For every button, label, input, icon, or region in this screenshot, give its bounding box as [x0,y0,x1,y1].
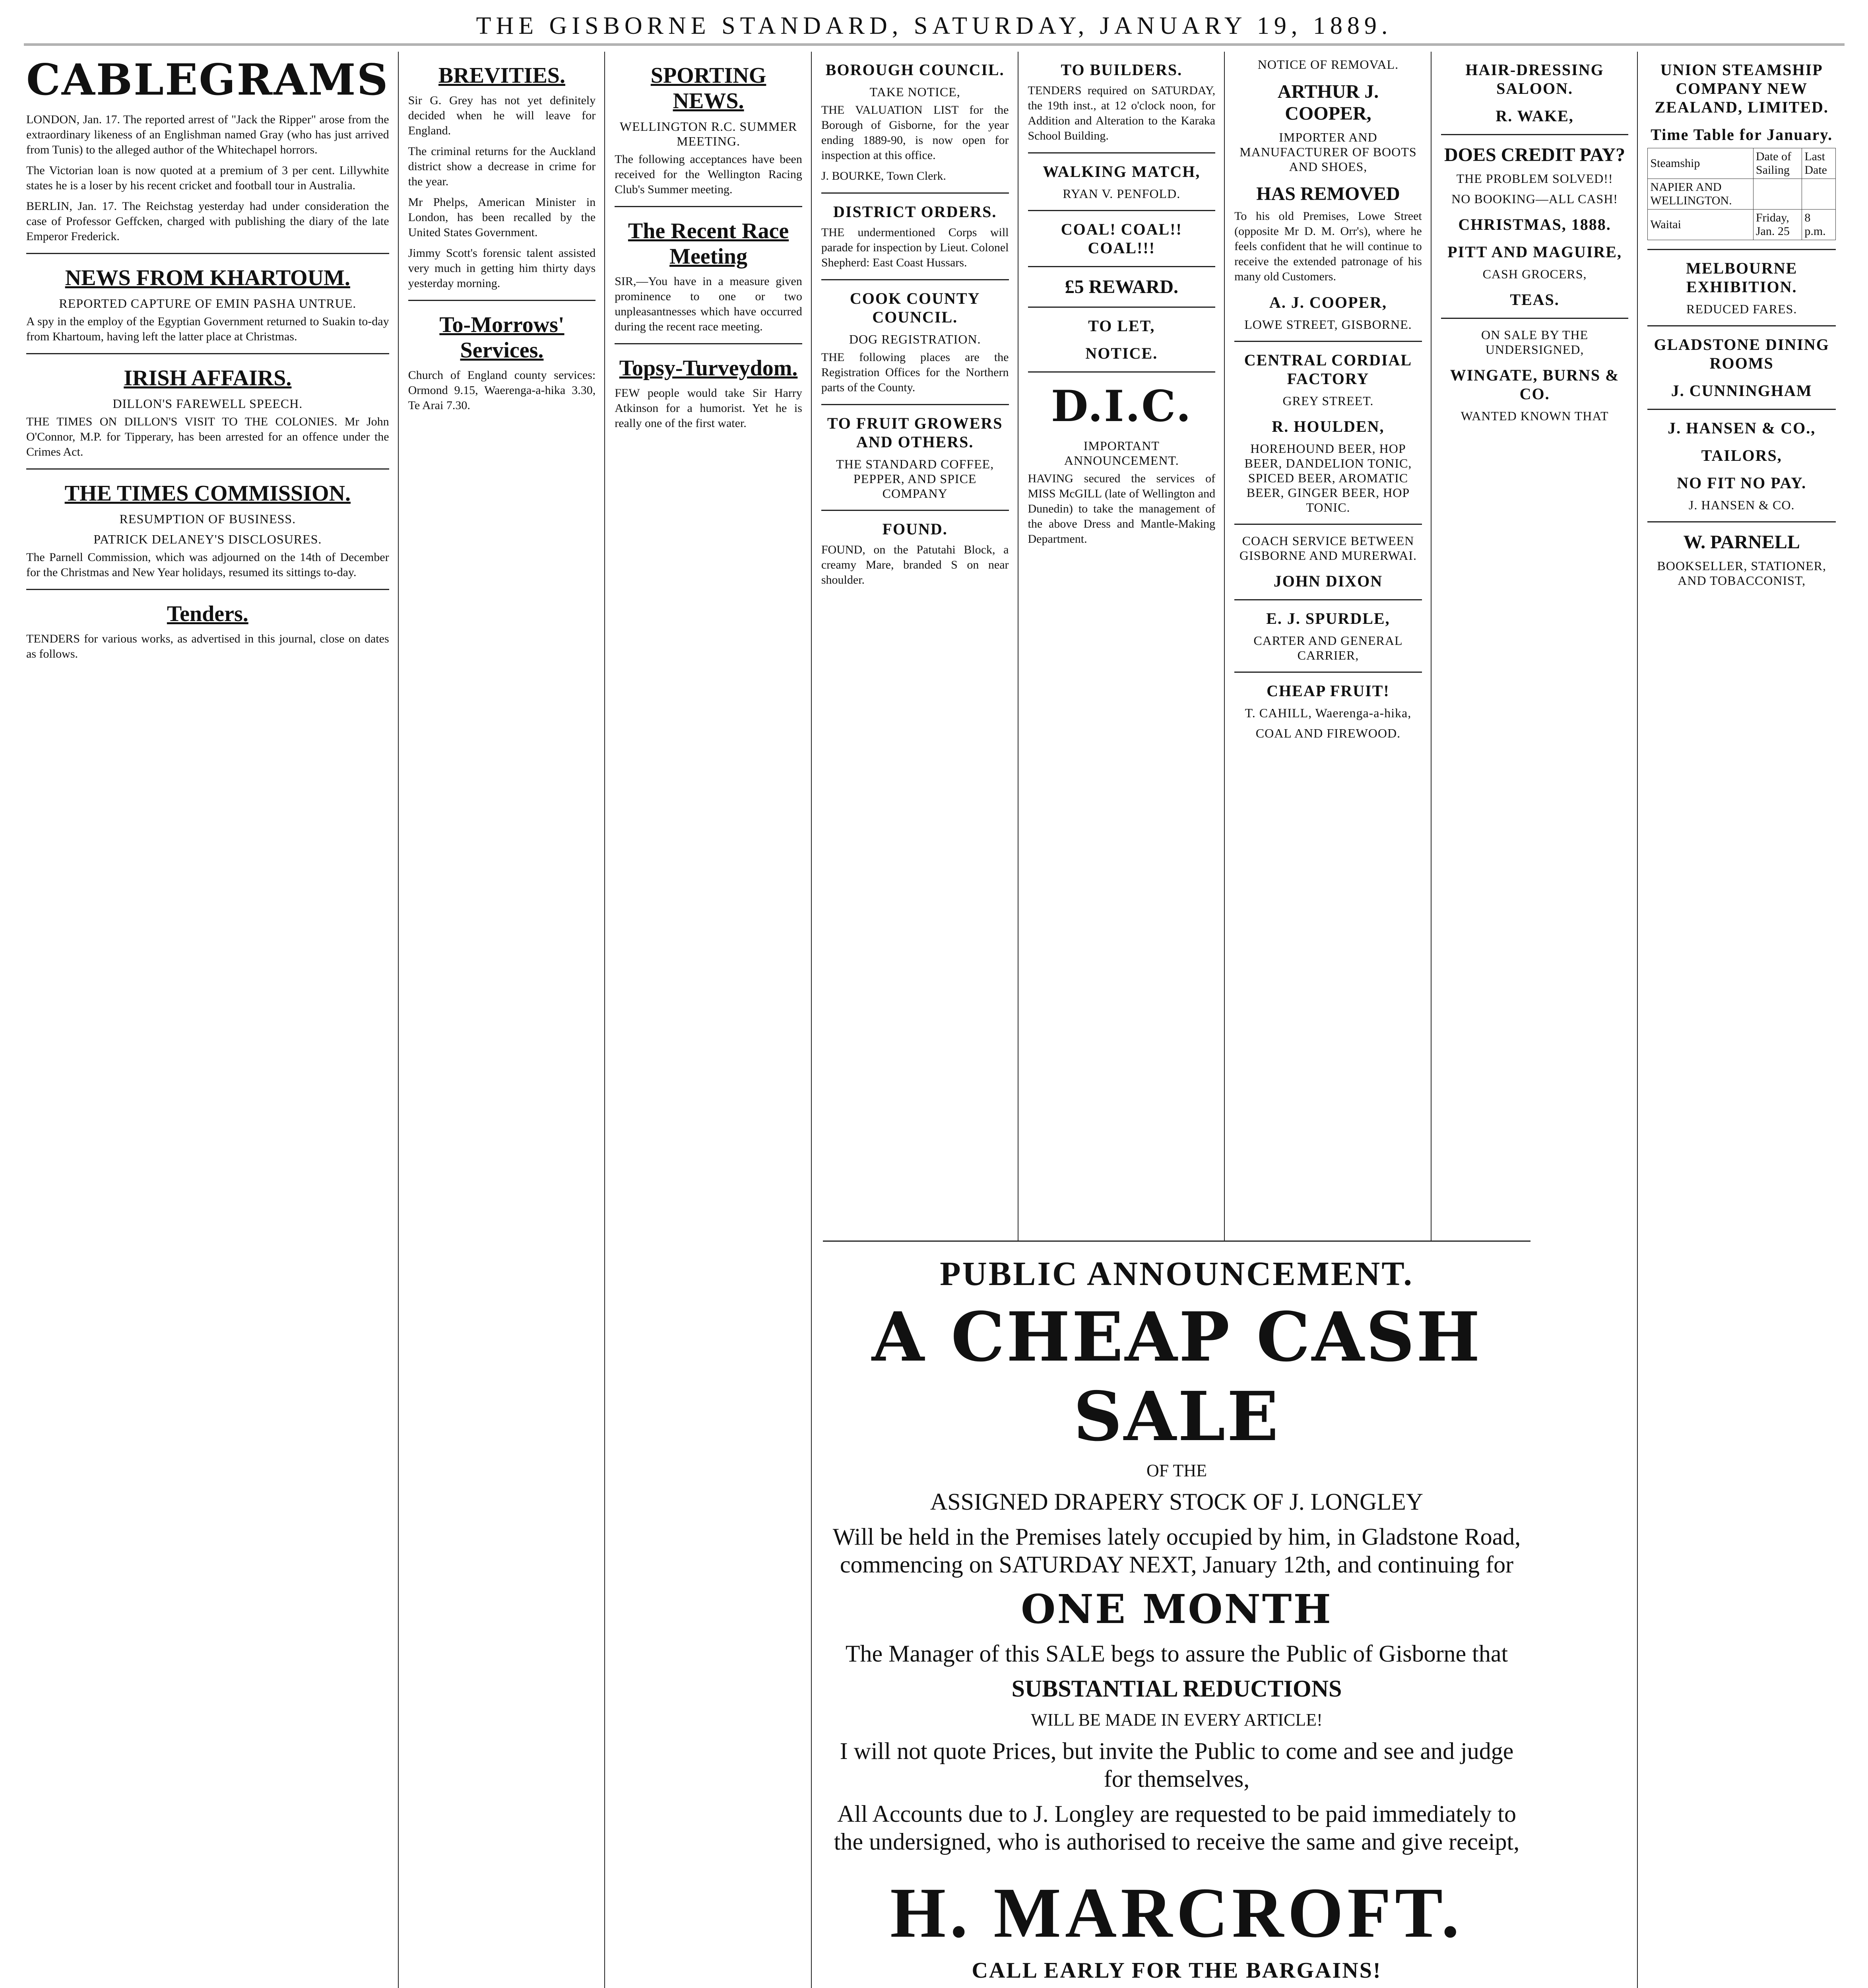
divider [1234,524,1422,525]
tailors-sub: TAILORS, [1701,447,1782,464]
walking-sub: RYAN V. PENFOLD. [1063,186,1181,201]
hansen-sign: J. HANSEN & CO. [1688,498,1795,512]
divider [1028,371,1216,373]
removal-top: NOTICE OF REMOVAL. [1257,57,1399,72]
khartoum-paragraph: A spy in the employ of the Egyptian Government returned to Suakin to-day from Khartoum, having left the latter place at Christmas. [26,315,389,343]
notice-heading: NOTICE. [1085,344,1158,362]
divider [1234,341,1422,342]
divider [1647,325,1836,326]
cooper-name: ARTHUR J. COOPER, [1277,81,1379,124]
divider [821,404,1009,405]
timetable-heading: Time Table for January. [1651,126,1833,144]
brevity-paragraph: The criminal returns for the Auckland district show a decrease in crime for the year. [408,145,596,188]
dixon-heading: JOHN DIXON [1273,572,1383,590]
table-cell: Friday, Jan. 25 [1753,210,1802,240]
reductions-heading: SUBSTANTIAL REDUCTIONS [1011,1675,1342,1702]
builders-paragraph: TENDERS required on SATURDAY, the 19th inst., at 12 o'clock noon, for Addition and Alteration to the Karaka School Building. [1028,84,1216,142]
cable-paragraph: BERLIN, Jan. 17. The Reichstag yesterday had under consideration the case of Professor Geffcken, charged with publishing the diary of the late Emperor Frederick. [26,200,389,243]
melbourne-heading: MELBOURNE EXHIBITION. [1686,259,1798,296]
of-the-text: OF THE [1146,1461,1207,1480]
divider [26,253,389,254]
public-announcement [823,1241,1530,1988]
parnell-heading: W. PARNELL [1683,532,1800,553]
column-3 [612,52,812,1988]
manager-text: The Manager of this SALE begs to assure the Public of Gisborne that [845,1640,1508,1667]
bargains-footer: CALL EARLY FOR THE BARGAINS! [972,1958,1382,1983]
walking-heading: WALKING MATCH, [1043,163,1201,181]
cable-paragraph: LONDON, Jan. 17. The reported arrest of "Jack the Ripper" arose from the extraordinary likeness of an Englishman named Gray (who has just arrived from Tunis) to the alleged author of the Whitechapel horrors. [26,113,389,156]
khartoum-sub: REPORTED CAPTURE OF EMIN PASHA UNTRUE. [59,296,357,311]
divider [1028,307,1216,308]
brevity-paragraph: Sir G. Grey has not yet definitely decided when he will leave for England. [408,94,596,137]
houlden-heading: R. HOULDEN, [1272,417,1385,435]
cheap-fruit-heading: CHEAP FRUIT! [1267,682,1390,700]
divider [1234,599,1422,600]
fruit-heading: TO FRUIT GROWERS AND OTHERS. [827,414,1003,451]
removed-paragraph: To his old Premises, Lowe Street (opposite Mr D. M. Orr's), where he feels confident that he will continue to receive the extended patronage of his many old Customers. [1234,210,1422,283]
divider [1441,318,1629,319]
coal-firewood: COAL AND FIREWOOD. [1255,726,1401,740]
topsy-paragraph: FEW people would take Sir Harry Atkinson for a humorist. Yet he is really one of the first water. [615,386,802,430]
divider [26,468,389,470]
divider [821,510,1009,511]
problem-sub: THE PROBLEM SOLVED!! [1456,171,1613,186]
marcroft-signature: H. MARCROFT. [890,1873,1463,1952]
divider [821,279,1009,280]
every-article-text: WILL BE MADE IN EVERY ARTICLE! [1031,1710,1323,1730]
grocers-sub: CASH GROCERS, [1482,267,1587,281]
dic-sub: IMPORTANT ANNOUNCEMENT. [1064,439,1179,468]
borough-paragraph: THE VALUATION LIST for the Borough of Gisborne, for the year ending 1889-90, is now open for inspection at this office. [821,103,1009,162]
found-heading: FOUND. [882,520,948,538]
removed-heading: HAS REMOVED [1256,183,1400,204]
orders-paragraph: THE undermentioned Corps will parade for inspection by Lieut. Colonel Shepherd: East Coast Hussars. [821,226,1009,269]
column-8 [1645,52,1845,1988]
khartoum-heading: NEWS FROM KHARTOUM. [65,266,350,290]
times-paragraph: The Parnell Commission, which was adjourned on the 14th of December for the Christmas and New Year holidays, resumed its sittings to-day. [26,551,389,579]
found-paragraph: FOUND, on the Patutahi Block, a creamy Mare, branded S on near shoulder. [821,543,1009,586]
spurdle-heading: E. J. SPURDLE, [1266,610,1390,627]
table-cell: 8 p.m. [1802,210,1836,240]
cooper-trade: IMPORTER AND MANUFACTURER OF BOOTS AND SHOES, [1240,130,1417,174]
table-header-cell: Date of Sailing [1753,148,1802,179]
divider [821,192,1009,194]
column-1 [24,52,399,1988]
masthead-text: THE GISBORNE STANDARD, SATURDAY, JANUARY 19, 1889. [476,12,1393,39]
table-header-row [1648,148,1836,179]
irish-sub: DILLON'S FAREWELL SPEECH. [113,396,303,411]
sporting-heading: SPORTING NEWS. [650,63,766,113]
cahill-name: T. CAHILL, Waerenga-a-hika, [1245,706,1412,720]
sporting-sub: WELLINGTON R.C. SUMMER MEETING. [619,119,797,148]
builders-heading: TO BUILDERS. [1061,61,1183,79]
coach-heading: COACH SERVICE BETWEEN GISBORNE AND MURERWAI. [1239,534,1417,563]
shipping-table [1647,148,1836,240]
carrier-sub: CARTER AND GENERAL CARRIER, [1253,633,1403,662]
brevities-heading: BREVITIES. [438,63,565,88]
hansen-heading: J. HANSEN & CO., [1668,419,1816,437]
divider [1441,134,1629,135]
table-header-cell: Last Date [1802,148,1836,179]
table-header-cell: Steamship [1648,148,1753,179]
table-row [1648,210,1836,240]
topsy-heading: Topsy-Turveydom. [619,356,798,381]
borough-signature: J. BOURKE, Town Clerk. [821,169,946,182]
wanted-known: WANTED KNOWN THAT [1461,409,1609,423]
divider [1028,152,1216,153]
accounts-text: All Accounts due to J. Longley are requested to be paid immediately to the undersigned, who is authorised to receive the same and give receipt, [834,1801,1520,1855]
cash-sale-heading: A CHEAP CASH SALE [871,1297,1482,1456]
borough-sub: TAKE NOTICE, [869,85,960,99]
cunningham-name: J. CUNNINGHAM [1671,382,1812,400]
divider [1234,672,1422,673]
sporting-paragraph: The following acceptances have been received for the Wellington Racing Club's Summer meeting. [615,153,802,196]
table-cell: Waitai [1648,210,1753,240]
divider [615,206,802,207]
cordial-heading: CENTRAL CORDIAL FACTORY [1244,351,1412,388]
brevity-paragraph: Mr Phelps, American Minister in London, has been recalled by the United States Government. [408,196,596,239]
announcement-title: PUBLIC ANNOUNCEMENT. [940,1254,1414,1293]
stock-heading: ASSIGNED DRAPERY STOCK OF J. LONGLEY [930,1489,1424,1515]
times-heading: THE TIMES COMMISSION. [64,481,351,506]
table-row [1648,179,1836,210]
sale-undersigned: ON SALE BY THE UNDERSIGNED, [1481,328,1589,357]
divider [408,300,596,301]
cablegrams-title: CABLEGRAMS [26,55,389,105]
dog-paragraph: THE following places are the Registration Offices for the Northern parts of the County. [821,351,1009,394]
tenders-heading: Tenders. [167,602,248,626]
divider [1647,249,1836,250]
dic-paragraph: HAVING secured the services of MISS McGILL (late of Wellington and Dunedin) to take the management of the above Dress and Mantle-Making Department. [1028,472,1216,546]
services-paragraph: Church of England county services: Ormond 9.15, Waerenga-a-hika 3.30, Te Arai 7.30. [408,369,596,412]
irish-paragraph: THE TIMES ON DILLON'S VISIT TO THE COLONIES. Mr John O'Connor, M.P. for Tipperary, has been arrested for an offence under the Crimes Act. [26,415,389,458]
borough-heading: BOROUGH COUNCIL. [825,61,1005,79]
held-text: Will be held in the Premises lately occupied by him, in Gladstone Road, commencing on SATURDAY NEXT, January 12th, and continuing for [832,1524,1521,1578]
times-sub-2: PATRICK DELANEY'S DISCLOSURES. [93,532,322,546]
wingate-heading: WINGATE, BURNS & CO. [1450,366,1620,403]
table-cell: NAPIER AND WELLINGTON. [1648,179,1753,210]
cable-paragraph: The Victorian loan is now quoted at a premium of 3 per cent. Lillywhite states he is a loser by his recent cricket and football tour in Australia. [26,164,389,192]
table-cell [1753,179,1802,210]
divider [26,589,389,590]
quote-text: I will not quote Prices, but invite the Public to come and see and judge for themselves, [840,1738,1514,1792]
cooper-sign: A. J. COOPER, [1269,293,1387,311]
tolet-heading: TO LET, [1088,317,1155,335]
gladstone-heading: GLADSTONE DINING ROOMS [1654,336,1829,372]
column-2 [406,52,605,1988]
nofit-heading: NO FIT NO PAY. [1677,474,1807,492]
race-heading: The Recent Race Meeting [628,219,789,269]
times-sub: RESUMPTION OF BUSINESS. [119,512,296,526]
cook-heading: COOK COUNTY COUNCIL. [850,289,980,326]
parnell-sub: BOOKSELLER, STATIONER, AND TOBACCONIST, [1657,559,1827,588]
reward-heading: £5 REWARD. [1065,276,1178,297]
brevity-paragraph: Jimmy Scott's forensic talent assisted very much in getting him thirty days yesterday morning. [408,247,596,290]
cash-sub: NO BOOKING—ALL CASH! [1451,192,1618,206]
cordial-street: GREY STREET. [1282,394,1374,408]
credit-heading: DOES CREDIT PAY? [1444,144,1626,165]
cooper-address: LOWE STREET, GISBORNE. [1244,317,1412,332]
dic-heading: D.I.C. [1051,381,1192,431]
divider [1647,521,1836,522]
hair-heading: HAIR-DRESSING SALOON. [1465,61,1604,97]
divider [1028,266,1216,267]
divider [26,353,389,354]
orders-heading: DISTRICT ORDERS. [833,203,997,221]
divider [615,343,802,344]
tenders-paragraph: TENDERS for various works, as advertised in this journal, close on dates as follows. [26,632,389,660]
union-heading: UNION STEAMSHIP COMPANY NEW ZEALAND, LIMITED. [1655,61,1829,116]
divider [1647,409,1836,410]
fares-sub: REDUCED FARES. [1686,302,1797,316]
fruit-sub: THE STANDARD COFFEE, PEPPER, AND SPICE COMPANY [836,457,994,501]
beers-list: HOREHOUND BEER, HOP BEER, DANDELION TONIC, SPICED BEER, AROMATIC BEER, GINGER BEER, HOP TONIC. [1244,441,1412,514]
table-cell [1802,179,1836,210]
teas-heading: TEAS. [1510,291,1560,309]
wake-name: R. WAKE, [1496,107,1574,125]
services-heading: To-Morrows' Services. [439,313,564,363]
divider [1028,210,1216,211]
pitt-heading: PITT AND MAGUIRE, [1447,243,1622,261]
irish-heading: IRISH AFFAIRS. [124,366,292,390]
race-paragraph: SIR,—You have in a measure given prominence to one or two unpleasantnesses which have occurred during the recent race meeting. [615,275,802,333]
masthead [24,8,1845,45]
christmas-heading: CHRISTMAS, 1888. [1458,215,1611,233]
one-month-heading: ONE MONTH [1021,1586,1333,1633]
coal-heading: COAL! COAL!! COAL!!! [1061,220,1182,257]
dog-sub: DOG REGISTRATION. [849,332,981,346]
